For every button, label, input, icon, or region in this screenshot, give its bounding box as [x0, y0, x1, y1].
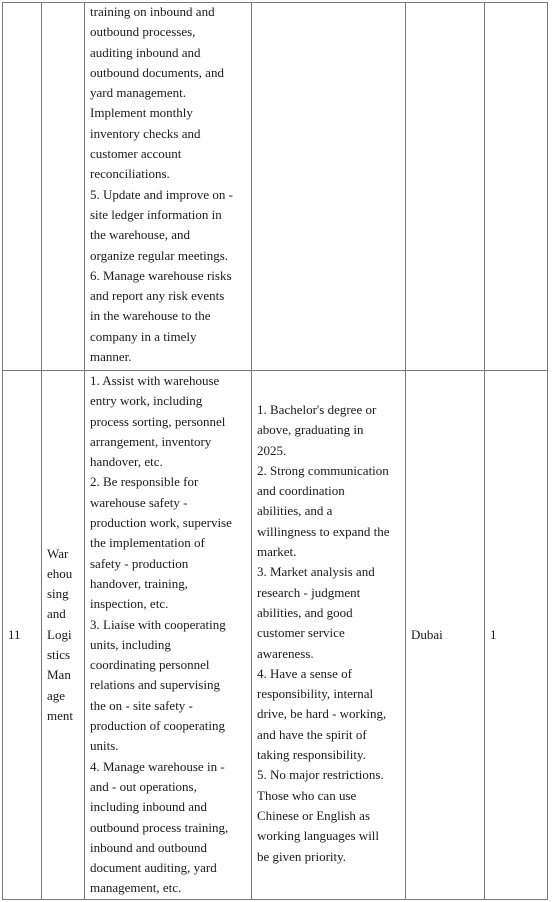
- location-cell: [406, 3, 485, 371]
- job-title: War ehou sing and Logi stics Man age ment: [47, 545, 73, 723]
- headcount-cell: [485, 3, 548, 371]
- requirements-text: 1. Bachelor's degree or above, graduating in 2025. 2. Strong communication and coordination abilities, and a willingness to expand the market. 3. Market analysis and research - judgment abilities, and good customer service awareness. 4. Have a sense of responsibility, internal drive, be hard - working, and have the spirit of taking responsibility. 5. No major restrictions. Those who can use Chinese or English as working languages will be given priority.: [257, 402, 390, 864]
- headcount-cell: [485, 371, 548, 900]
- location: Dubai: [411, 626, 443, 642]
- job-table: [2, 2, 548, 900]
- job-title-cell: [42, 371, 85, 900]
- responsibilities-text: training on inbound and outbound processes, auditing inbound and outbound documents, and yard management. Implement monthly inventory checks and customer account reconciliations. 5. Update and improve on - site ledger information in the warehouse, and organize regular meetings. 6. Manage warehouse risks and report any risk events in the warehouse to the company in a timely manner.: [90, 4, 233, 365]
- job-title-cell: [42, 3, 85, 371]
- row-number-cell: [3, 3, 42, 371]
- responsibilities-cell: [85, 3, 252, 371]
- headcount: 1: [490, 626, 497, 642]
- requirements-cell: [252, 371, 406, 900]
- requirements-cell: [252, 3, 406, 371]
- table-row: [3, 3, 548, 371]
- location-cell: [406, 371, 485, 900]
- table-row: [3, 371, 548, 900]
- responsibilities-text: 1. Assist with warehouse entry work, including process sorting, personnel arrangement, inventory handover, etc. 2. Be responsible for warehouse safety - production work, supervise the implementation of safety - production handover, training, inspection, etc. 3. Liaise with cooperating units, including coordinating personnel relations and supervising the on - site safety - production of cooperating units. 4. Manage warehouse in - and - out operations, including inbound and outbound process training, inbound and outbound document auditing, yard management, etc.: [90, 373, 232, 896]
- row-number: 11: [8, 626, 21, 642]
- row-number-cell: [3, 371, 42, 900]
- responsibilities-cell: [85, 371, 252, 900]
